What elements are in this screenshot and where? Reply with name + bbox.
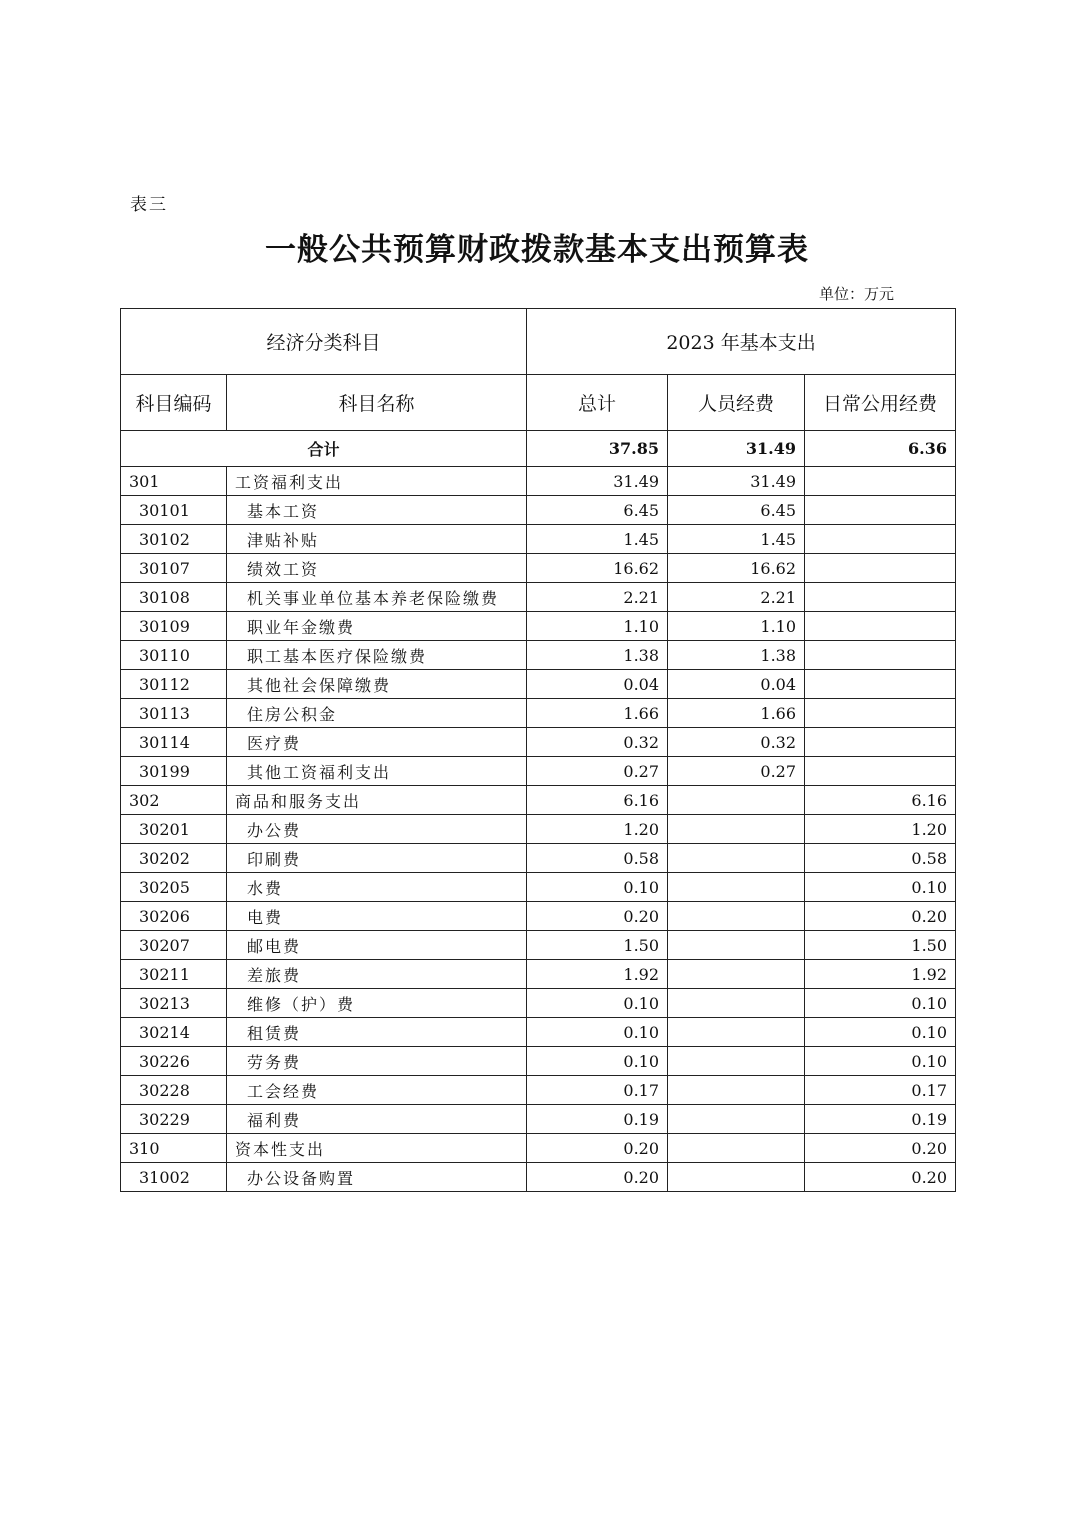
row-name: 水费 [227, 873, 527, 902]
table-row [121, 1076, 956, 1105]
row-name: 办公费 [227, 815, 527, 844]
row-name: 福利费 [227, 1105, 527, 1134]
row-public: 0.19 [805, 1105, 956, 1134]
row-public [805, 525, 956, 554]
row-code: 30214 [121, 1018, 227, 1047]
row-code: 30110 [121, 641, 227, 670]
row-total: 0.58 [527, 844, 668, 873]
row-total: 0.10 [527, 873, 668, 902]
row-public [805, 699, 956, 728]
row-code: 30114 [121, 728, 227, 757]
table-row [121, 960, 956, 989]
total-personnel: 31.49 [668, 431, 805, 467]
table-row [121, 902, 956, 931]
row-public: 0.20 [805, 902, 956, 931]
row-total: 0.20 [527, 1134, 668, 1163]
row-public: 0.10 [805, 1047, 956, 1076]
row-code: 30206 [121, 902, 227, 931]
row-code: 30108 [121, 583, 227, 612]
row-total: 0.10 [527, 989, 668, 1018]
row-name: 职业年金缴费 [227, 612, 527, 641]
row-total: 1.10 [527, 612, 668, 641]
row-public: 0.20 [805, 1163, 956, 1192]
row-public [805, 554, 956, 583]
row-name: 劳务费 [227, 1047, 527, 1076]
row-name: 绩效工资 [227, 554, 527, 583]
row-public: 0.10 [805, 873, 956, 902]
table-row [121, 1018, 956, 1047]
row-personnel [668, 786, 805, 815]
row-name: 邮电费 [227, 931, 527, 960]
table-row [121, 496, 956, 525]
document-title: 一般公共预算财政拨款基本支出预算表 [265, 232, 809, 268]
total-public: 6.36 [805, 431, 956, 467]
row-code: 30228 [121, 1076, 227, 1105]
row-personnel [668, 844, 805, 873]
row-public: 0.17 [805, 1076, 956, 1105]
header-row-1 [121, 309, 956, 375]
row-public: 0.10 [805, 1018, 956, 1047]
row-name: 住房公积金 [227, 699, 527, 728]
row-public: 0.20 [805, 1134, 956, 1163]
row-name: 电费 [227, 902, 527, 931]
row-name: 商品和服务支出 [227, 786, 527, 815]
row-personnel: 31.49 [668, 467, 805, 496]
row-public [805, 612, 956, 641]
table-label: 表三 [130, 195, 168, 215]
row-personnel: 1.66 [668, 699, 805, 728]
row-code: 30207 [121, 931, 227, 960]
row-code: 30113 [121, 699, 227, 728]
table-row [121, 1163, 956, 1192]
table-row [121, 612, 956, 641]
row-name: 其他社会保障缴费 [227, 670, 527, 699]
row-name: 办公设备购置 [227, 1163, 527, 1192]
row-total: 1.45 [527, 525, 668, 554]
row-name: 维修（护）费 [227, 989, 527, 1018]
row-personnel [668, 960, 805, 989]
row-total: 0.17 [527, 1076, 668, 1105]
row-personnel: 16.62 [668, 554, 805, 583]
row-total: 0.10 [527, 1018, 668, 1047]
row-public [805, 757, 956, 786]
row-code: 301 [121, 467, 227, 496]
row-personnel [668, 1018, 805, 1047]
row-total: 0.27 [527, 757, 668, 786]
row-code: 30101 [121, 496, 227, 525]
row-total: 0.20 [527, 1163, 668, 1192]
row-code: 30109 [121, 612, 227, 641]
row-personnel [668, 1134, 805, 1163]
row-total: 6.16 [527, 786, 668, 815]
row-personnel [668, 902, 805, 931]
table-row [121, 931, 956, 960]
header-code: 科目编码 [121, 375, 227, 431]
header-economic-category: 经济分类科目 [121, 309, 527, 375]
row-code: 30205 [121, 873, 227, 902]
row-name: 津贴补贴 [227, 525, 527, 554]
row-personnel: 0.32 [668, 728, 805, 757]
row-total: 1.50 [527, 931, 668, 960]
row-code: 30112 [121, 670, 227, 699]
budget-table-body [121, 309, 956, 1192]
row-name: 印刷费 [227, 844, 527, 873]
table-row [121, 1105, 956, 1134]
row-name: 基本工资 [227, 496, 527, 525]
table-row [121, 1047, 956, 1076]
row-total: 0.32 [527, 728, 668, 757]
row-code: 30211 [121, 960, 227, 989]
table-row [121, 670, 956, 699]
row-total: 1.20 [527, 815, 668, 844]
row-total: 0.10 [527, 1047, 668, 1076]
row-personnel [668, 989, 805, 1018]
table-row [121, 554, 956, 583]
table-row [121, 844, 956, 873]
row-code: 30202 [121, 844, 227, 873]
row-total: 0.19 [527, 1105, 668, 1134]
row-total: 2.21 [527, 583, 668, 612]
table-row [121, 467, 956, 496]
table-row [121, 728, 956, 757]
header-year-basic: 2023 年基本支出 [527, 309, 956, 375]
header-total: 总计 [527, 375, 668, 431]
row-public: 1.50 [805, 931, 956, 960]
row-public: 1.92 [805, 960, 956, 989]
row-personnel [668, 1076, 805, 1105]
row-total: 31.49 [527, 467, 668, 496]
row-personnel: 6.45 [668, 496, 805, 525]
table-row [121, 1134, 956, 1163]
row-personnel [668, 931, 805, 960]
row-public [805, 583, 956, 612]
table-row [121, 989, 956, 1018]
row-personnel: 2.21 [668, 583, 805, 612]
row-personnel [668, 1047, 805, 1076]
total-row [121, 431, 956, 467]
row-public [805, 496, 956, 525]
row-total: 1.92 [527, 960, 668, 989]
row-name: 差旅费 [227, 960, 527, 989]
row-total: 1.38 [527, 641, 668, 670]
row-personnel [668, 1163, 805, 1192]
table-row [121, 641, 956, 670]
header-personnel: 人员经费 [668, 375, 805, 431]
row-code: 30107 [121, 554, 227, 583]
row-name: 机关事业单位基本养老保险缴费 [227, 583, 527, 612]
row-personnel [668, 873, 805, 902]
table-row [121, 786, 956, 815]
header-row-2 [121, 375, 956, 431]
row-name: 医疗费 [227, 728, 527, 757]
row-name: 其他工资福利支出 [227, 757, 527, 786]
row-public: 0.58 [805, 844, 956, 873]
total-total: 37.85 [527, 431, 668, 467]
row-personnel: 0.27 [668, 757, 805, 786]
row-public [805, 467, 956, 496]
header-public: 日常公用经费 [805, 375, 956, 431]
row-total: 0.20 [527, 902, 668, 931]
row-code: 30229 [121, 1105, 227, 1134]
row-code: 302 [121, 786, 227, 815]
table-row [121, 583, 956, 612]
budget-table [120, 308, 956, 1192]
row-total: 1.66 [527, 699, 668, 728]
row-code: 30201 [121, 815, 227, 844]
row-code: 30213 [121, 989, 227, 1018]
row-public: 1.20 [805, 815, 956, 844]
table-row [121, 873, 956, 902]
unit-label: 单位：万元 [818, 285, 894, 303]
table-row [121, 757, 956, 786]
total-label: 合计 [121, 431, 527, 467]
row-code: 30102 [121, 525, 227, 554]
row-personnel [668, 815, 805, 844]
row-code: 31002 [121, 1163, 227, 1192]
row-personnel: 0.04 [668, 670, 805, 699]
table-row [121, 525, 956, 554]
row-total: 6.45 [527, 496, 668, 525]
row-code: 30199 [121, 757, 227, 786]
table-row [121, 815, 956, 844]
row-total: 0.04 [527, 670, 668, 699]
row-personnel [668, 1105, 805, 1134]
row-code: 310 [121, 1134, 227, 1163]
row-name: 工资福利支出 [227, 467, 527, 496]
header-name: 科目名称 [227, 375, 527, 431]
row-personnel: 1.38 [668, 641, 805, 670]
row-public [805, 670, 956, 699]
row-total: 16.62 [527, 554, 668, 583]
row-personnel: 1.45 [668, 525, 805, 554]
row-public: 6.16 [805, 786, 956, 815]
row-public [805, 641, 956, 670]
row-name: 资本性支出 [227, 1134, 527, 1163]
row-public [805, 728, 956, 757]
row-name: 工会经费 [227, 1076, 527, 1105]
row-code: 30226 [121, 1047, 227, 1076]
table-row [121, 699, 956, 728]
row-personnel: 1.10 [668, 612, 805, 641]
row-name: 职工基本医疗保险缴费 [227, 641, 527, 670]
row-name: 租赁费 [227, 1018, 527, 1047]
row-public: 0.10 [805, 989, 956, 1018]
